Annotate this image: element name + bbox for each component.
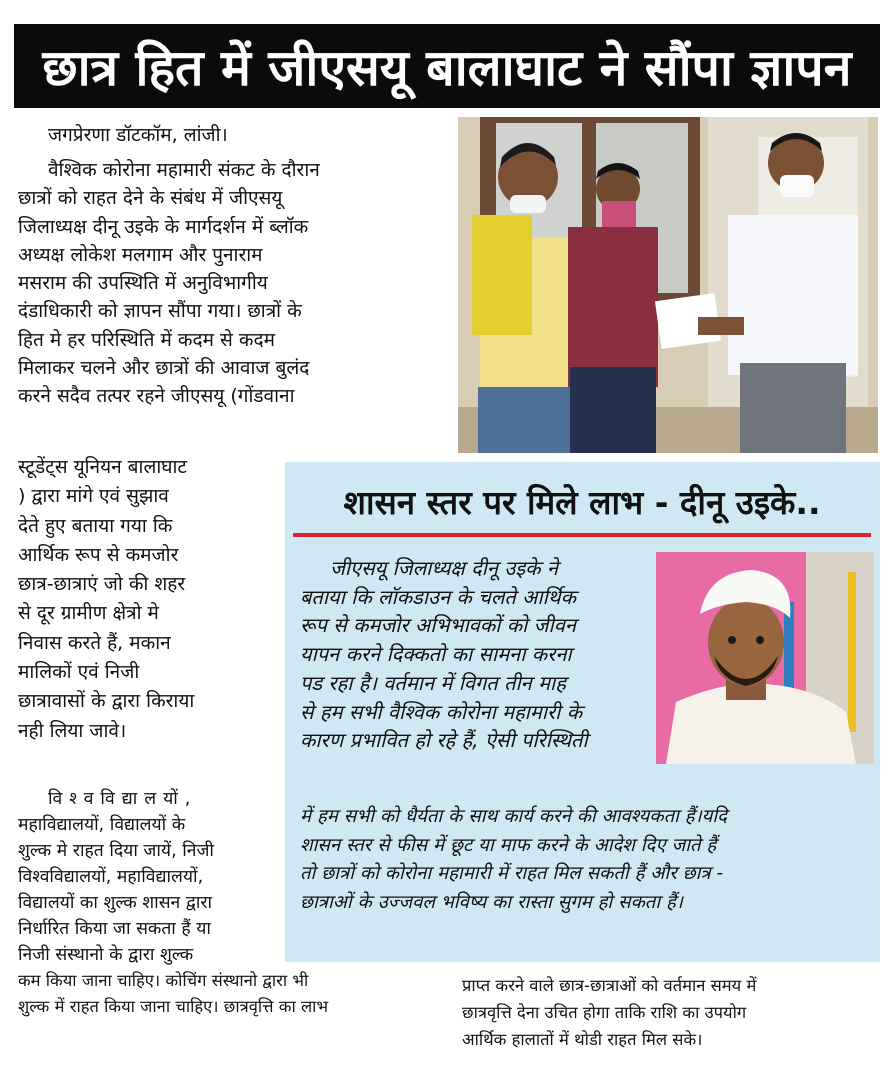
story-line: निवास करते हैं, मकान [18,631,171,654]
news-photo-memorandum [458,117,878,453]
quote-box-divider [293,533,871,537]
quote-line: रूप से कमजोर अभिभावकों को जीवन [300,613,576,638]
story-line: छात्रों को राहत देने के संबंध में जीएसयू [18,187,283,210]
story-column-bottom-right [462,972,882,1053]
story-line: ) द्वारा मांगे एवं सुझाव [18,485,169,508]
story-line: छात्रवृत्ति देना उचित होगा ताकि राशि का उपयोग [462,1003,747,1022]
story-line: प्राप्त करने वाले छात्र-छात्राओं को वर्तमान समय में [462,976,757,995]
byline: जगप्रेरणा डॉटकॉम, लांजी। [48,124,228,146]
story-line: आर्थिक हालातों में थोडी राहत मिल सके। [462,1030,703,1049]
quote-text-wide [300,803,875,918]
story-column-top [18,156,454,411]
story-line: करने सदैव तत्पर रहने जीएसयू (गोंडवाना [18,385,295,408]
story-line: महाविद्यालयों, विद्यालयों के [18,815,186,835]
story-line: जिलाध्यक्ष दीनू उइके के मार्गदर्शन में ब्लॉक [18,215,309,238]
quote-line: बताया कि लॉकडाउन के चलते आर्थिक [300,584,576,609]
quote-line: यापन करने दिक्कतो का सामना करना [300,642,572,667]
headline-text: छात्र हित में जीएसयू बालाघाट ने सौंपा ज्ञापन [42,39,852,97]
story-line: मसराम की उपस्थिति में अनुविभागीय [18,272,268,295]
story-line: विश्वविद्यालयों, महाविद्यालयों, [18,867,204,887]
story-line: स्टूडेंट्स यूनियन बालाघाट [18,456,187,478]
headline-banner [14,24,880,108]
quote-line: तो छात्रों को कोरोना महामारी में राहत मिल सकती हैं और छात्र - [300,863,724,885]
story-line: कम किया जाना चाहिए। कोचिंग संस्थानो द्वारा भी [18,971,309,990]
story-line: मिलाकर चलने और छात्रों की आवाज बुलंद [18,357,310,380]
story-line: निजी संस्थानो के द्वारा शुल्क [18,945,194,965]
story-line: छात्र-छात्राएं जो की शहर [18,573,186,596]
story-line: से दूर ग्रामीण क्षेत्रो मे [18,602,159,625]
photo-illustration [458,117,878,453]
quote-line: पड रहा है। वर्तमान में विगत तीन माह [300,670,566,695]
quote-box-title: शासन स्तर पर मिले लाभ - दीनू उइके.. [343,483,821,522]
story-line: छात्रावासों के द्वारा किराया [18,690,195,713]
story-line: दंडाधिकारी को ज्ञापन सौंपा गया। छात्रों के [18,300,302,323]
story-line: शुल्क में राहत किया जाना चाहिए। छात्रवृत्ति का लाभ [18,997,329,1016]
story-line: देते हुए बताया गया कि [18,514,173,537]
quote-line: कारण प्रभावित हो रहे हैं, ऐसी परिस्थिती [300,728,588,753]
story-line: निर्धारित किया जा सकता हैं या [18,919,211,939]
quote-line: शासन स्तर से फीस में छूट या माफ करने के आदेश दिए जाते हैं [300,834,717,856]
quote-line: जीएसयू जिलाध्यक्ष दीनू उइके ने [330,556,558,580]
story-line: नही लिया जावे। [18,719,127,742]
story-line: आर्थिक रूप से कमजोर [18,543,179,566]
quote-line: से हम सभी वैश्विक कोरोना महामारी के [300,699,583,724]
portrait-photo-deenu-uike [656,552,874,764]
story-line: विश्वविद्यालयों, [48,789,198,809]
quote-line: छात्राओं के उज्जवल भविष्य का रास्ता सुगम हो सकता हैं। [300,892,683,914]
quote-text-narrow [300,554,652,755]
quote-line: में हम सभी को धैर्यता के साथ कार्य करने की आवश्यकता हैं।यदि [300,806,727,827]
story-line: अध्यक्ष लोकेश मलगाम और पुनाराम [18,243,263,266]
story-line: शुल्क मे राहत दिया जायें, निजी [18,841,214,861]
portrait-illustration [656,552,874,764]
story-line: वैश्विक कोरोना महामारी संकट के दौरान [48,159,320,181]
story-line: मालिकों एवं निजी [18,661,140,684]
story-line: विद्यालयों का शुल्क शासन द्वारा [18,893,213,913]
story-line: हित मे हर परिस्थिति में कदम से कदम [18,328,275,351]
story-column-narrow [18,453,280,746]
